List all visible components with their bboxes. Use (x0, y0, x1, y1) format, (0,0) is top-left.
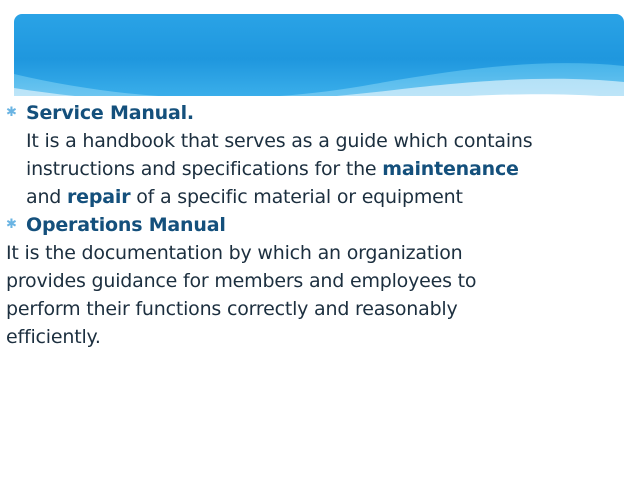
asterisk-bullet-icon: ✱ (6, 217, 17, 232)
service-manual-heading: Service Manual. (26, 102, 194, 124)
service-manual-line-2 (26, 155, 630, 183)
list-item (0, 211, 630, 239)
service-manual-line-1: It is a handbook that serves as a guide which contains (26, 130, 533, 152)
header-banner (14, 14, 624, 96)
repair-bold-text: repair (67, 186, 131, 208)
text-span: of a specific material or equipment (130, 186, 463, 208)
operations-manual-paragraph: It is the documentation by which an organization provides guidance for members and employees to perform their functions correctly and reasonably efficiently. (6, 242, 477, 348)
text-span: and (26, 186, 67, 208)
service-manual-line-3 (26, 183, 630, 211)
operations-manual-heading: Operations Manual (26, 214, 226, 236)
list-item (0, 99, 630, 211)
maintenance-bold-text: maintenance (382, 158, 519, 180)
wave-decoration (14, 14, 624, 96)
asterisk-bullet-icon: ✱ (6, 105, 17, 120)
text-span: instructions and specifications for the (26, 158, 383, 180)
slide-body (0, 99, 630, 351)
